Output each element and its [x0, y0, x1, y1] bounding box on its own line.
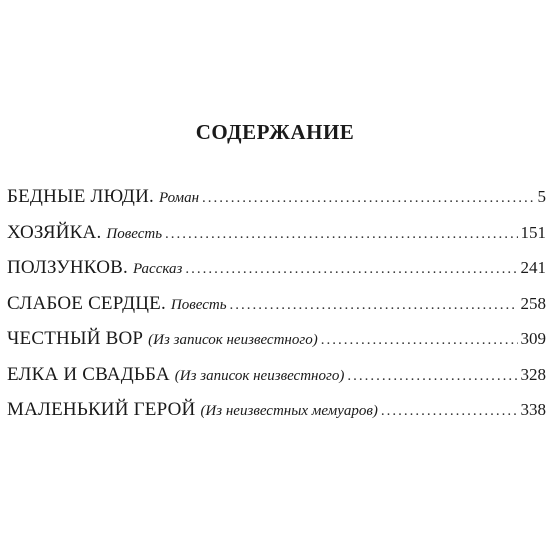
dot-leader [185, 261, 517, 278]
entry-subtitle: Повесть [170, 296, 227, 313]
dot-leader [230, 297, 518, 314]
toc-entry [7, 293, 546, 329]
table-of-contents [7, 186, 546, 435]
dot-leader [381, 403, 518, 420]
entry-title: СЛАБОЕ СЕРДЦЕ. [7, 292, 166, 314]
dot-leader [321, 332, 518, 349]
entry-title: ЕЛКА И СВАДЬБА [7, 363, 170, 385]
contents-heading: СОДЕРЖАНИЕ [195, 120, 355, 144]
page-number: 151 [520, 222, 546, 242]
page-number: 328 [520, 364, 546, 384]
entry-subtitle: Повесть [106, 225, 163, 242]
toc-entry [7, 328, 546, 364]
dot-leader [202, 190, 534, 207]
toc-entry [7, 257, 546, 293]
page-number: 338 [520, 400, 546, 419]
page-number: 241 [520, 258, 546, 277]
entry-title: ПОЛЗУНКОВ. [7, 257, 128, 278]
toc-entry [7, 399, 546, 435]
dot-leader [165, 226, 517, 243]
entry-subtitle: (Из неизвестных мемуаров) [200, 403, 378, 419]
page-number: 5 [537, 187, 546, 206]
toc-entry [7, 186, 546, 222]
entry-subtitle: (Из записок неизвестного) [174, 367, 345, 384]
toc-entry [7, 222, 546, 258]
entry-subtitle: Рассказ [132, 261, 183, 277]
entry-title: ЧЕСТНЫЙ ВОР [7, 328, 144, 349]
entry-title: ХОЗЯЙКА. [7, 221, 102, 243]
entry-title: МАЛЕНЬКИЙ ГЕРОЙ [7, 399, 196, 420]
entry-subtitle: (Из записок неизвестного) [148, 332, 318, 348]
toc-entry [7, 364, 546, 400]
page-number: 309 [520, 329, 546, 348]
dot-leader [347, 368, 517, 385]
page-number: 258 [520, 293, 546, 313]
entry-title: БЕДНЫЕ ЛЮДИ. [7, 186, 154, 207]
entry-subtitle: Роман [158, 190, 200, 206]
